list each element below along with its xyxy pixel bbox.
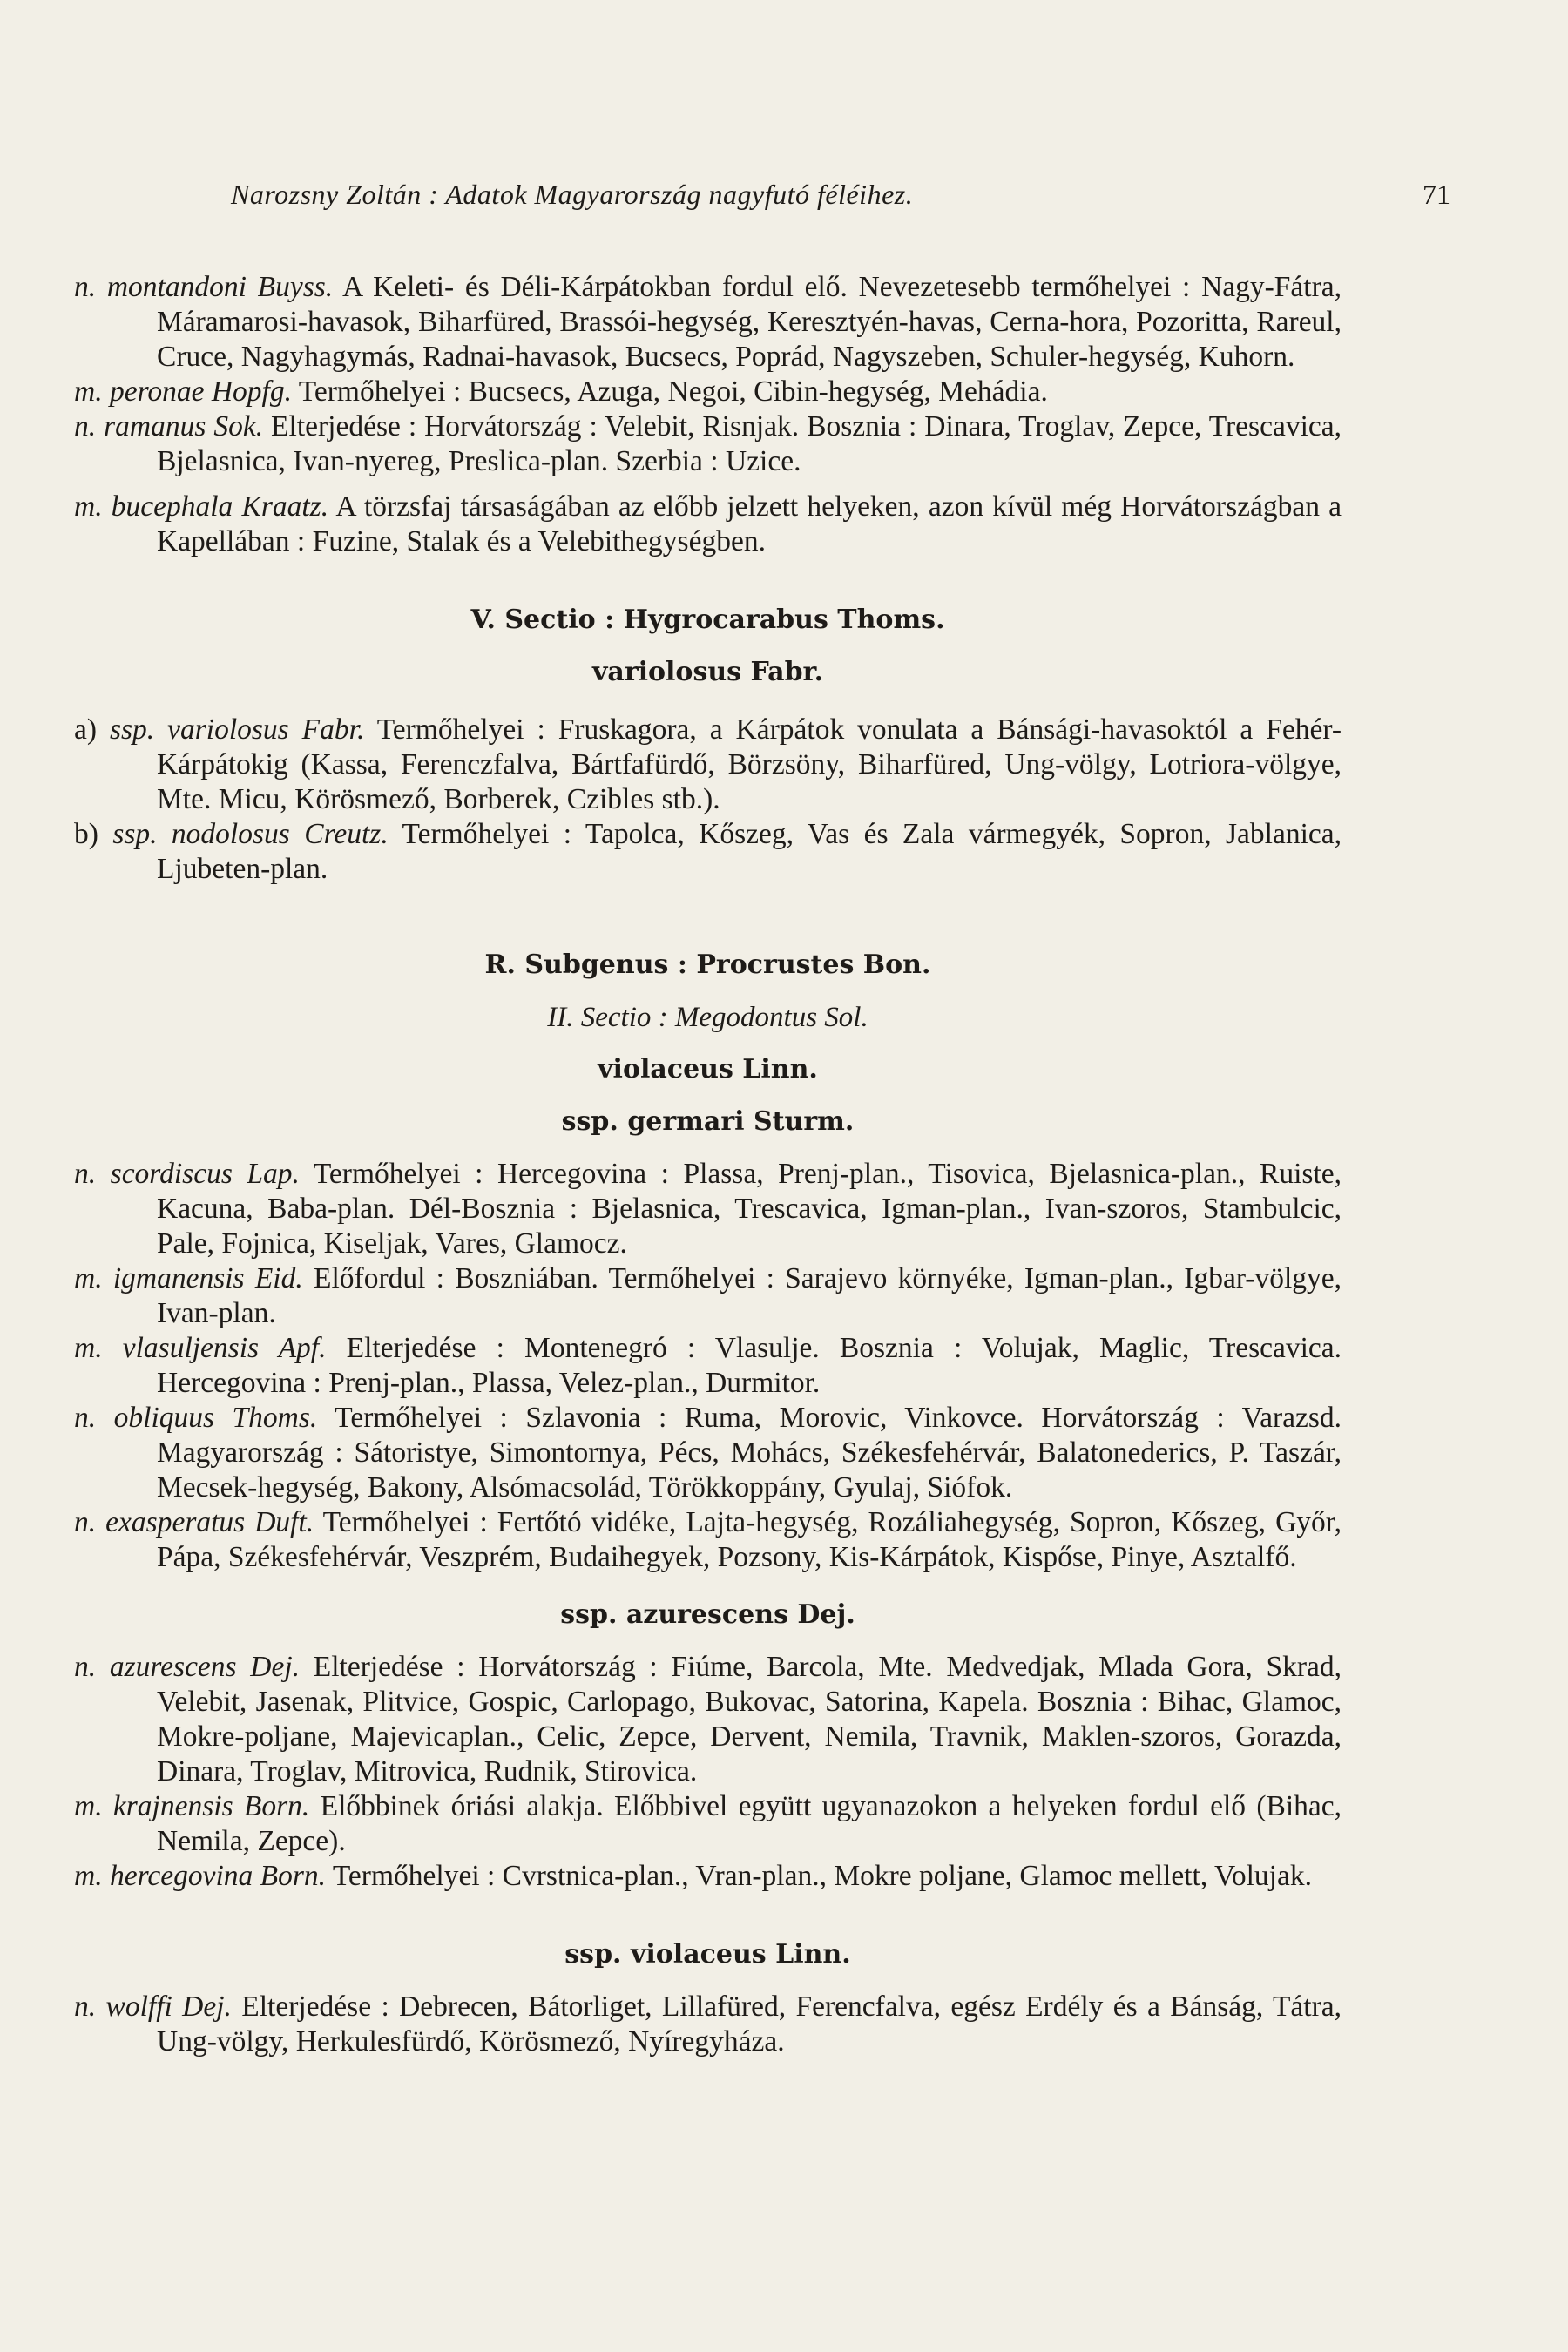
entry-text: Előbbinek óriási alakja. Előbbivel együtt ugyanazokon a helyeken fordul elő (Bihac, Nemila, Zepce). — [157, 1790, 1342, 1857]
heading-taxon: Hygrocarabus Thoms. — [623, 605, 945, 635]
taxon-name: ssp. variolosus Fabr. — [109, 713, 365, 746]
taxon-name: igmanensis Eid. — [112, 1262, 303, 1294]
rank-prefix: n. — [74, 1651, 97, 1683]
entry-text: A Keleti- és Déli-Kárpátokban fordul elő. Nevezetesebb termőhelyei : Nagy-Fátra, Máramarosi-havasok, Biharfüred, Brassói-hegység, Keresztyén-havas, Cerna-hora, Pozoritta, Rareul, Cruce, Nagyhagymás, Radnai-havasok, Bucsecs, Poprád, Nagyszeben, Schuler-hegység, Kuhorn. — [157, 271, 1342, 373]
taxon-name: montandoni Buyss. — [106, 271, 334, 303]
taxon-name: azurescens Dej. — [109, 1651, 301, 1683]
subspecies-heading — [74, 1598, 1342, 1632]
running-title: Narozsny Zoltán : Adatok Magyarország nagyfutó féléihez. — [231, 179, 914, 210]
species-heading — [74, 1052, 1342, 1087]
taxon-entry — [74, 409, 1342, 479]
subspecies-heading — [74, 1937, 1342, 1972]
rank-prefix: a) — [74, 713, 98, 746]
taxon-entry — [74, 1261, 1342, 1331]
heading-taxon: Megodontus Sol. — [674, 1002, 868, 1033]
heading-label: ssp. — [561, 1106, 618, 1137]
entry-text: Termőhelyei : Tapolca, Kőszeg, Vas és Zala vármegyék, Sopron, Jablanica, Ljubeten-plan. — [157, 818, 1342, 885]
taxon-name: obliquus Thoms. — [113, 1402, 318, 1434]
subgenus-heading — [74, 948, 1342, 983]
species-heading — [74, 655, 1342, 690]
subspecies-heading — [74, 1105, 1342, 1139]
entry-text: Elterjedése : Horvátország : Fiúme, Barcola, Mte. Medvedjak, Mlada Gora, Skrad, Velebit, Jasenak, Plitvice, Gospic, Carlopago, Bukovac, Satorina, Kapela. Bosznia : Bihac, Glamoc, Mokre-poljane, Majevicaplan., Celic, Zepce, Dervent, Nemila, Travnik, Maklen-szoros, Gorazda, Dinara, Troglav, Mitrovica, Rudnik, Stirovica. — [157, 1651, 1342, 1788]
entry-text: Termőhelyei : Szlavonia : Ruma, Morovic, Vinkovce. Horvátország : Varazsd. Magyarország : Sátoristye, Simontornya, Pécs, Mohács, Székesfehérvár, Balatonederics, P. Taszár, Mecsek-hegység, Bakony, Alsómacsolád, Törökkoppány, Gyulaj, Siófok. — [157, 1402, 1342, 1504]
heading-label: R. Subgenus : — [484, 950, 687, 980]
taxon-name: scordiscus Lap. — [110, 1158, 300, 1190]
section-heading — [74, 1000, 1342, 1035]
taxon-name: wolffi Dej. — [105, 1990, 232, 2023]
entry-text: Elterjedése : Debrecen, Bátorliget, Lillafüred, Ferencfalva, egész Erdély és a Bánság, Tátra, Ung-völgy, Herkulesfürdő, Körösmező, Nyíregyháza. — [157, 1990, 1342, 2058]
rank-prefix: n. — [74, 271, 97, 303]
heading-label: V. Sectio : — [470, 605, 615, 635]
heading-label: ssp. — [560, 1599, 618, 1630]
taxon-name: bucephala Kraatz. — [111, 490, 329, 523]
entry-text: Termőhelyei : Fertőtó vidéke, Lajta-hegység, Rozáliahegység, Sopron, Kőszeg, Győr, Pápa, Székesfehérvár, Veszprém, Budaihegyek, Pozsony, Kis-Kárpátok, Kispőse, Pinye, Asztalfő. — [157, 1506, 1342, 1573]
rank-prefix: n. — [74, 1990, 97, 2023]
entry-text: Elterjedése : Horvátország : Velebit, Risnjak. Bosznia : Dinara, Troglav, Zepce, Trescavica, Bjelasnica, Ivan-nyereg, Preslica-plan. Szerbia : Uzice. — [157, 410, 1342, 477]
entry-text: Előfordul : Boszniában. Termőhelyei : Sarajevo környéke, Igman-plan., Igbar-völgye, Ivan-plan. — [157, 1262, 1342, 1329]
entry-text: Termőhelyei : Hercegovina : Plassa, Prenj-plan., Tisovica, Bjelasnica-plan., Ruiste, Kacuna, Baba-plan. Dél-Bosznia : Bjelasnica, Trescavica, Igman-plan., Ivan-szoros, Stambulcic, Pale, Fojnica, Kiseljak, Vares, Glamocz. — [157, 1158, 1342, 1260]
rank-prefix: n. — [74, 1158, 97, 1190]
taxon-entry — [74, 1859, 1342, 1894]
taxon-name: hercegovina Born. — [109, 1860, 327, 1892]
taxon-name: peronae Hopfg. — [109, 375, 292, 408]
section-heading — [74, 603, 1342, 638]
entry-text: Termőhelyei : Fruskagora, a Kárpátok vonulata a Bánsági-havasoktól a Fehér-Kárpátokig (Kassa, Ferenczfalva, Bártfafürdő, Börzsöny, Biharfüred, Ung-völgy, Lotriora-völgye, Mte. Micu, Körösmező, Borberek, Czibles stb.). — [157, 713, 1342, 815]
heading-label: ssp. — [564, 1939, 622, 1970]
taxon-entry — [74, 1331, 1342, 1401]
text-body — [74, 270, 1342, 2059]
entry-text: Elterjedése : Montenegró : Vlasulje. Bosznia : Volujak, Maglic, Trescavica. Hercegovina : Prenj-plan., Plassa, Velez-plan., Durmitor. — [157, 1332, 1342, 1399]
taxon-name: exasperatus Duft. — [105, 1506, 314, 1538]
heading-taxon: violaceus Linn. — [598, 1054, 818, 1085]
taxon-entry — [74, 375, 1342, 409]
taxon-entry — [74, 817, 1342, 887]
rank-prefix: m. — [74, 1860, 103, 1892]
heading-label: II. Sectio : — [547, 1002, 668, 1033]
page-number: 71 — [1423, 179, 1450, 210]
entry-text: Termőhelyei : Bucsecs, Azuga, Negoi, Cibin-hegység, Mehádia. — [298, 375, 1048, 408]
taxon-name: ssp. nodolosus Creutz. — [112, 818, 389, 850]
taxon-entry — [74, 1789, 1342, 1859]
taxon-entry — [74, 270, 1342, 375]
rank-prefix: n. — [74, 1402, 97, 1434]
rank-prefix: m. — [74, 1332, 103, 1364]
taxon-name: krajnensis Born. — [112, 1790, 310, 1822]
heading-taxon: variolosus Fabr. — [591, 657, 824, 687]
heading-taxon: Procrustes Bon. — [696, 950, 931, 980]
heading-taxon: azurescens Dej. — [625, 1599, 855, 1630]
taxon-entry — [74, 1650, 1342, 1789]
taxon-entry — [74, 1401, 1342, 1505]
taxon-entry — [74, 713, 1342, 817]
rank-prefix: m. — [74, 490, 103, 523]
entry-text: A törzsfaj társaságában az előbb jelzett helyeken, azon kívül még Horvátországban a Kapellában : Fuzine, Stalak és a Velebithegységben. — [157, 490, 1342, 558]
entry-text: Termőhelyei : Cvrstnica-plan., Vran-plan., Mokre poljane, Glamoc mellett, Volujak. — [332, 1860, 1312, 1892]
running-header — [231, 179, 1450, 222]
taxon-entry — [74, 1505, 1342, 1575]
taxon-name: vlasuljensis Apf. — [122, 1332, 327, 1364]
rank-prefix: n. — [74, 1506, 97, 1538]
heading-taxon: germari Sturm. — [627, 1106, 855, 1137]
rank-prefix: m. — [74, 375, 103, 408]
rank-prefix: m. — [74, 1262, 103, 1294]
heading-taxon: violaceus Linn. — [630, 1939, 851, 1970]
taxon-entry — [74, 1157, 1342, 1261]
taxon-entry — [74, 1990, 1342, 2059]
taxon-entry — [74, 490, 1342, 559]
rank-prefix: b) — [74, 818, 98, 850]
rank-prefix: n. — [74, 410, 97, 443]
rank-prefix: m. — [74, 1790, 103, 1822]
taxon-name: ramanus Sok. — [104, 410, 264, 443]
